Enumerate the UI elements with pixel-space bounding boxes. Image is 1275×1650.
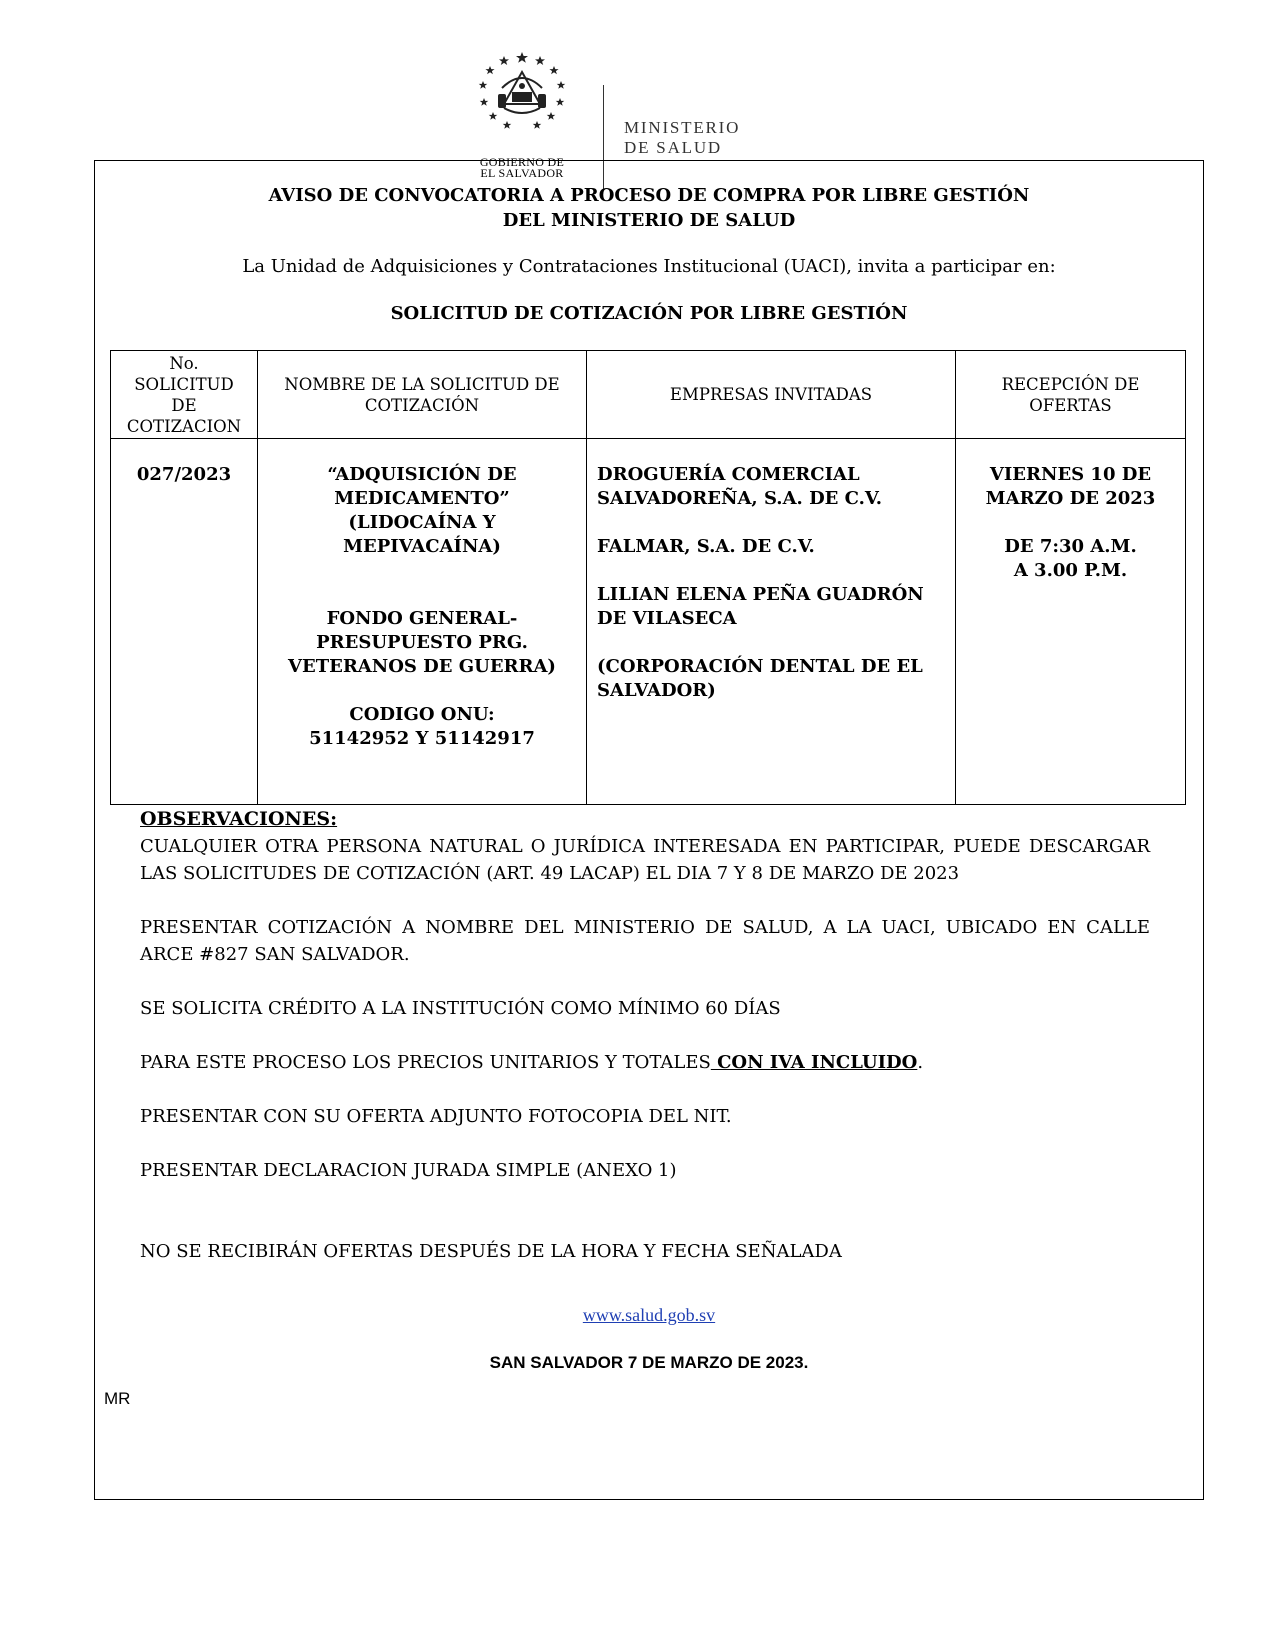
observation-1: CUALQUIER OTRA PERSONA NATURAL O JURÍDICA INTERESADA EN PARTICIPAR, PUEDE DESCARGAR LAS SOLICITUDES DE COTIZACIÓN (ART. 49 LACAP) EL DIA 7 Y 8 DE MARZO DE 2023 bbox=[140, 836, 1150, 884]
un-code: CODIGO ONU: 51142952 Y 51142917 bbox=[309, 704, 535, 749]
header-request-number: No. SOLICITUD DE COTIZACION bbox=[111, 351, 258, 439]
coat-of-arms-icon bbox=[474, 50, 570, 132]
observation-5: PRESENTAR CON SU OFERTA ADJUNTO FOTOCOPIA DEL NIT. bbox=[140, 1106, 732, 1127]
observation-7: NO SE RECIBIRÁN OFERTAS DESPUÉS DE LA HORA Y FECHA SEÑALADA bbox=[140, 1241, 842, 1262]
observations bbox=[140, 806, 1150, 1265]
ministry-name bbox=[624, 118, 740, 158]
header-offer-reception: RECEPCIÓN DE OFERTAS bbox=[956, 351, 1186, 439]
intro-text: La Unidad de Adquisiciones y Contrataciones Institucional (UACI), invita a participar en: bbox=[242, 256, 1056, 277]
ministry-name-line1: MINISTERIO bbox=[624, 118, 741, 137]
section-subtitle: SOLICITUD DE COTIZACIÓN POR LIBRE GESTIÓN bbox=[390, 303, 908, 324]
ministry-name-line2: DE SALUD bbox=[624, 138, 722, 157]
request-number: 027/2023 bbox=[111, 439, 258, 805]
notice-title-line1: AVISO DE CONVOCATORIA A PROCESO DE COMPRA POR LIBRE GESTIÓN bbox=[268, 185, 1030, 206]
quotation-table bbox=[110, 350, 1186, 805]
header-request-name: NOMBRE DE LA SOLICITUD DE COTIZACIÓN bbox=[258, 351, 587, 439]
company-1: DROGUERÍA COMERCIAL SALVADOREÑA, S.A. DE C.V. bbox=[597, 464, 883, 509]
company-3: LILIAN ELENA PEÑA GUADRÓN DE VILASECA bbox=[597, 584, 924, 629]
letterhead bbox=[0, 40, 1275, 180]
author-initials: MR bbox=[104, 1389, 131, 1408]
invited-companies bbox=[587, 439, 956, 805]
observations-title: OBSERVACIONES: bbox=[140, 808, 338, 830]
table-header-row bbox=[111, 351, 1186, 439]
observation-4: PARA ESTE PROCESO LOS PRECIOS UNITARIOS Y TOTALES CON IVA INCLUIDO. bbox=[140, 1052, 924, 1073]
header-invited-companies: EMPRESAS INVITADAS bbox=[587, 351, 956, 439]
table-row bbox=[111, 439, 1186, 805]
notice-frame bbox=[94, 160, 1204, 1500]
observation-2: PRESENTAR COTIZACIÓN A NOMBRE DEL MINISTERIO DE SALUD, A LA UACI, UBICADO EN CALLE ARCE #827 SAN SALVADOR. bbox=[140, 917, 1150, 965]
request-name: “ADQUISICIÓN DE MEDICAMENTO” (LIDOCAÍNA Y MEPIVACAÍNA) FONDO GENERAL- PRESUPUESTO PRG. VETERANOS DE GUERRA) CODIGO ONU: 51142952 Y 51142917 bbox=[258, 439, 587, 805]
notice-title-line2: DEL MINISTERIO DE SALUD bbox=[502, 210, 796, 231]
website-link[interactable]: www.salud.gob.sv bbox=[582, 1305, 716, 1325]
government-name-line1: GOBIERNO DE bbox=[479, 155, 565, 169]
notice-title bbox=[95, 183, 1203, 233]
government-name-line2: EL SALVADOR bbox=[480, 166, 564, 180]
dateline: SAN SALVADOR 7 DE MARZO DE 2023. bbox=[489, 1353, 809, 1372]
offer-reception: VIERNES 10 DE MARZO DE 2023 DE 7:30 A.M. A 3.00 P.M. bbox=[956, 439, 1186, 805]
company-2: FALMAR, S.A. DE C.V. bbox=[597, 536, 815, 557]
observation-3: SE SOLICITA CRÉDITO A LA INSTITUCIÓN COMO MÍNIMO 60 DÍAS bbox=[140, 998, 781, 1019]
vat-included-emphasis: CON IVA INCLUIDO bbox=[710, 1052, 918, 1073]
funding-source: FONDO GENERAL- PRESUPUESTO PRG. VETERANOS DE GUERRA) bbox=[288, 608, 556, 677]
company-3-note: (CORPORACIÓN DENTAL DE EL SALVADOR) bbox=[597, 656, 923, 701]
observation-6: PRESENTAR DECLARACION JURADA SIMPLE (ANEXO 1) bbox=[140, 1160, 677, 1181]
